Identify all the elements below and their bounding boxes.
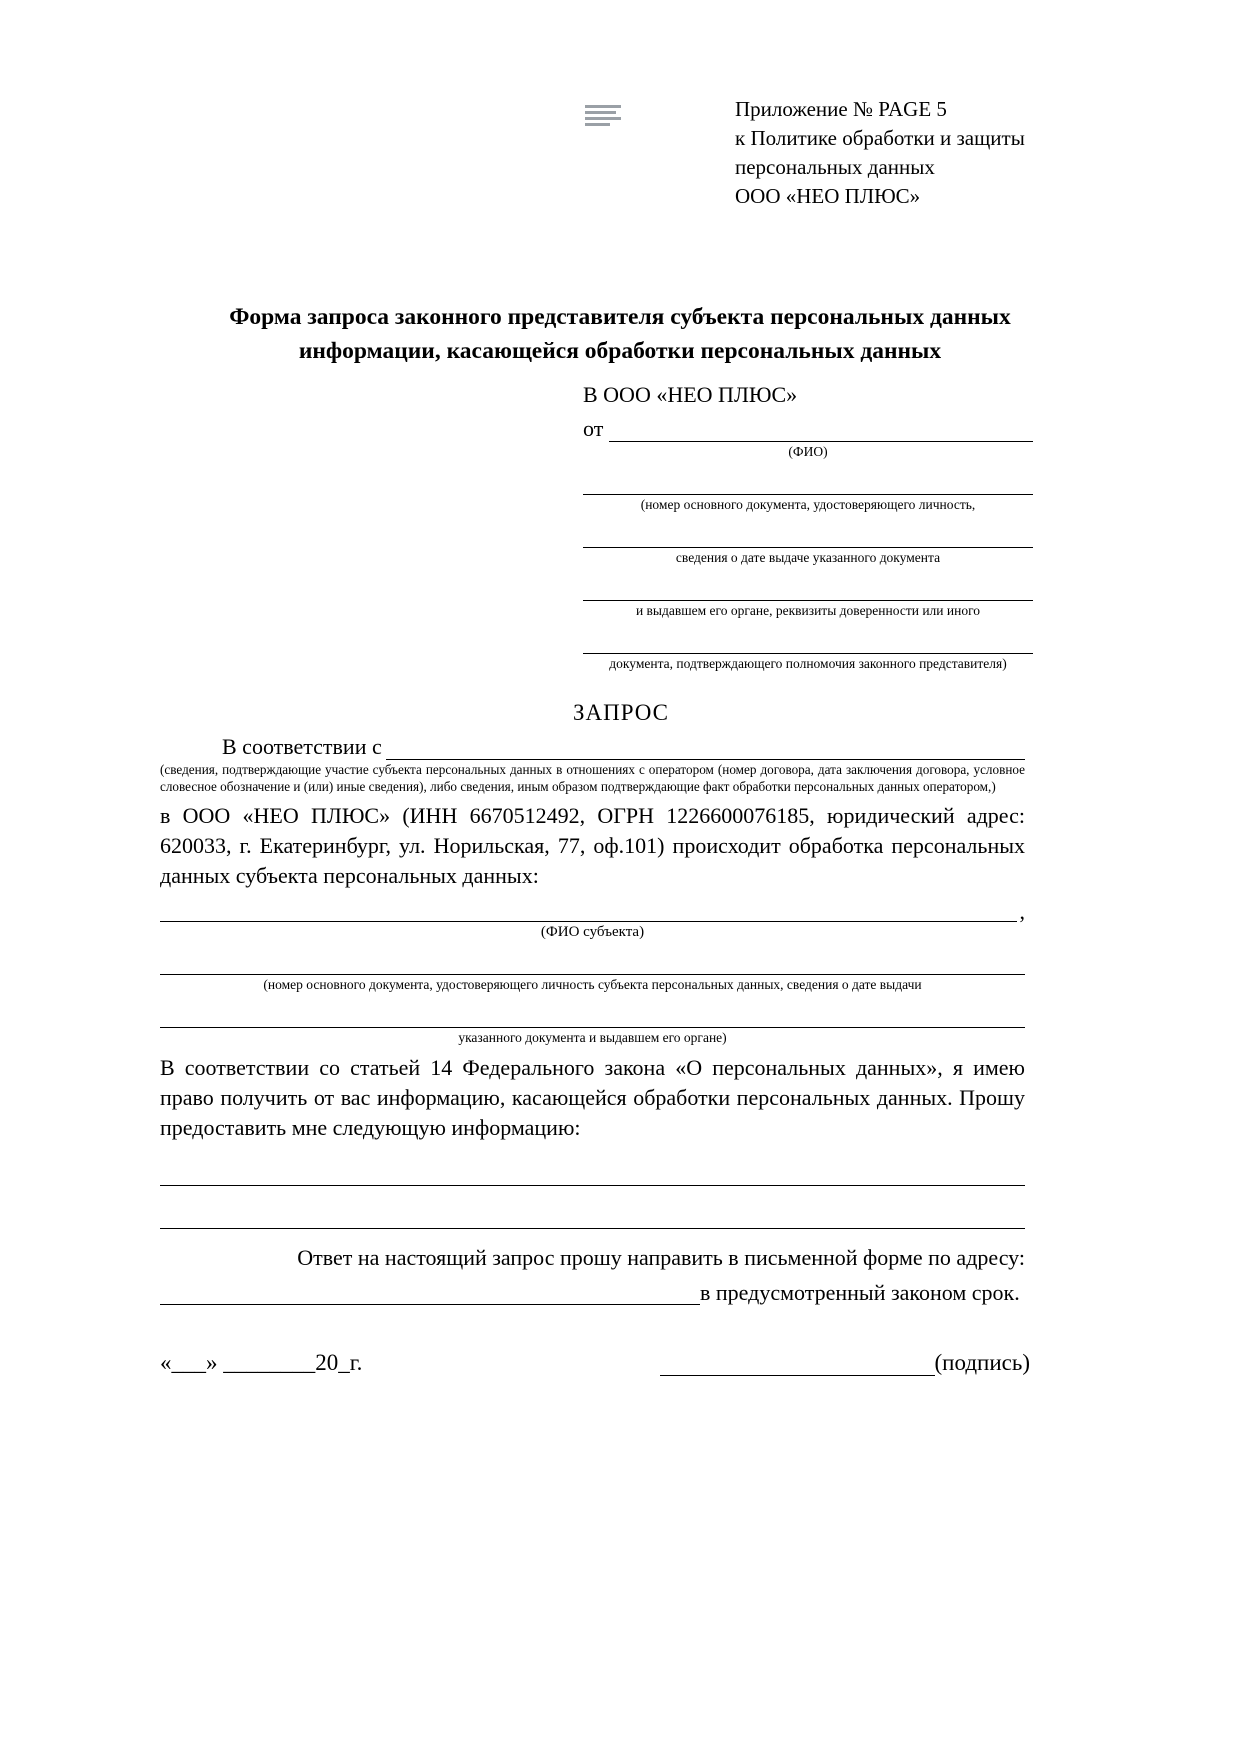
header-line-1: Приложение № PAGE 5: [735, 97, 947, 121]
info-request-field-1[interactable]: [160, 1165, 1025, 1186]
subject-doc-organ-row: [160, 1007, 1025, 1047]
doc-organ-field[interactable]: [583, 580, 1033, 601]
from-row: [583, 416, 1033, 442]
from-fio-field[interactable]: [609, 419, 1033, 442]
caption-fio: (ФИО): [788, 444, 828, 459]
page-title-line-1: Форма запроса законного представителя субъекта персональных данных: [229, 304, 1011, 330]
in-accordance-label: В соответствии с: [222, 734, 382, 759]
doc-powers-field[interactable]: [583, 633, 1033, 654]
info-request-line-2-row: [160, 1208, 1025, 1229]
in-accordance-row: [160, 733, 1025, 760]
header-line-3: персональных данных: [735, 155, 935, 179]
document-body: [160, 733, 1025, 1305]
caption-subject-doc: (номер основного документа, удостоверяющего личность субъекта персональных данных, сведения о дате выдачи: [263, 977, 922, 992]
caption-doc-number: (номер основного документа, удостоверяющего личность,: [640, 497, 976, 512]
signature-block: [660, 1350, 1030, 1376]
request-heading: ЗАПРОС: [572, 700, 670, 725]
doc-date-row: [583, 527, 1033, 567]
date-field[interactable]: «___» ________20_г.: [160, 1350, 363, 1375]
answer-address-row: [160, 1281, 1025, 1305]
subject-fio-row: [160, 901, 1025, 922]
watermark-icon: [585, 105, 621, 131]
subject-doc-row: [160, 954, 1025, 994]
doc-powers-row: [583, 633, 1033, 673]
subject-doc-field[interactable]: [160, 954, 1025, 975]
caption-doc-date: сведения о дате выдаче указанного документа: [675, 550, 941, 565]
page-title: [150, 300, 1090, 368]
signature-label: (подпись): [934, 1350, 1030, 1375]
doc-number-field[interactable]: [583, 474, 1033, 495]
paragraph-operator-info: в ООО «НЕО ПЛЮС» (ИНН 6670512492, ОГРН 1226600076185, юридический адрес: 620033, г. Екатеринбург, ул. Норильская, 77, оф.101) происходит обработка персональных данных субъекта персональных данных:: [160, 803, 1025, 888]
header-line-4: ООО «НЕО ПЛЮС»: [735, 184, 921, 208]
header-appendix-block: [735, 95, 1155, 211]
subject-fio-field[interactable]: [160, 901, 1017, 922]
signature-row: [160, 1350, 1030, 1376]
page-title-line-2: информации, касающейся обработки персональных данных: [298, 338, 942, 364]
answer-address-field[interactable]: [160, 1282, 700, 1305]
caption-doc-powers: документа, подтверждающего полномочия законного представителя): [609, 656, 1007, 671]
paragraph-law-article: В соответствии со статьей 14 Федерального закона «О персональных данных», я имею право получить от вас информацию, касающейся обработки персональных данных. Прошу предоставить мне следующую информацию:: [160, 1055, 1025, 1140]
addressee-block: [583, 380, 1033, 673]
doc-organ-row: [583, 580, 1033, 620]
signature-field[interactable]: [660, 1355, 935, 1376]
subject-fio-comma: ,: [1019, 899, 1025, 924]
header-line-2: к Политике обработки и защиты: [735, 126, 1025, 150]
info-request-field-2[interactable]: [160, 1208, 1025, 1229]
doc-date-field[interactable]: [583, 527, 1033, 548]
in-accordance-field[interactable]: [386, 737, 1025, 760]
document-header: [0, 95, 1242, 245]
answer-address-tail: в предусмотренный законом срок.: [700, 1280, 1020, 1305]
note-participation: (сведения, подтверждающие участие субъекта персональных данных в отношениях с оператором (номер договора, дата заключения договора, условное словесное обозначение и (или) иные сведения), либо сведения, иным образом подтверждающие факт обработки персональных данных оператором,): [160, 762, 1025, 794]
doc-number-row: [583, 474, 1033, 514]
caption-doc-organ: и выдавшем его органе, реквизиты доверенности или иного: [635, 603, 981, 618]
answer-request-text: Ответ на настоящий запрос прошу направить в письменной форме по адресу:: [297, 1245, 1025, 1270]
addressee-company: В ООО «НЕО ПЛЮС»: [583, 382, 798, 407]
caption-subject-fio: (ФИО субъекта): [540, 924, 645, 940]
caption-subject-doc-2: указанного документа и выдавшем его органе): [458, 1030, 727, 1045]
subject-doc-organ-field[interactable]: [160, 1007, 1025, 1028]
from-label: от: [583, 416, 604, 441]
info-request-line-1-row: [160, 1165, 1025, 1186]
